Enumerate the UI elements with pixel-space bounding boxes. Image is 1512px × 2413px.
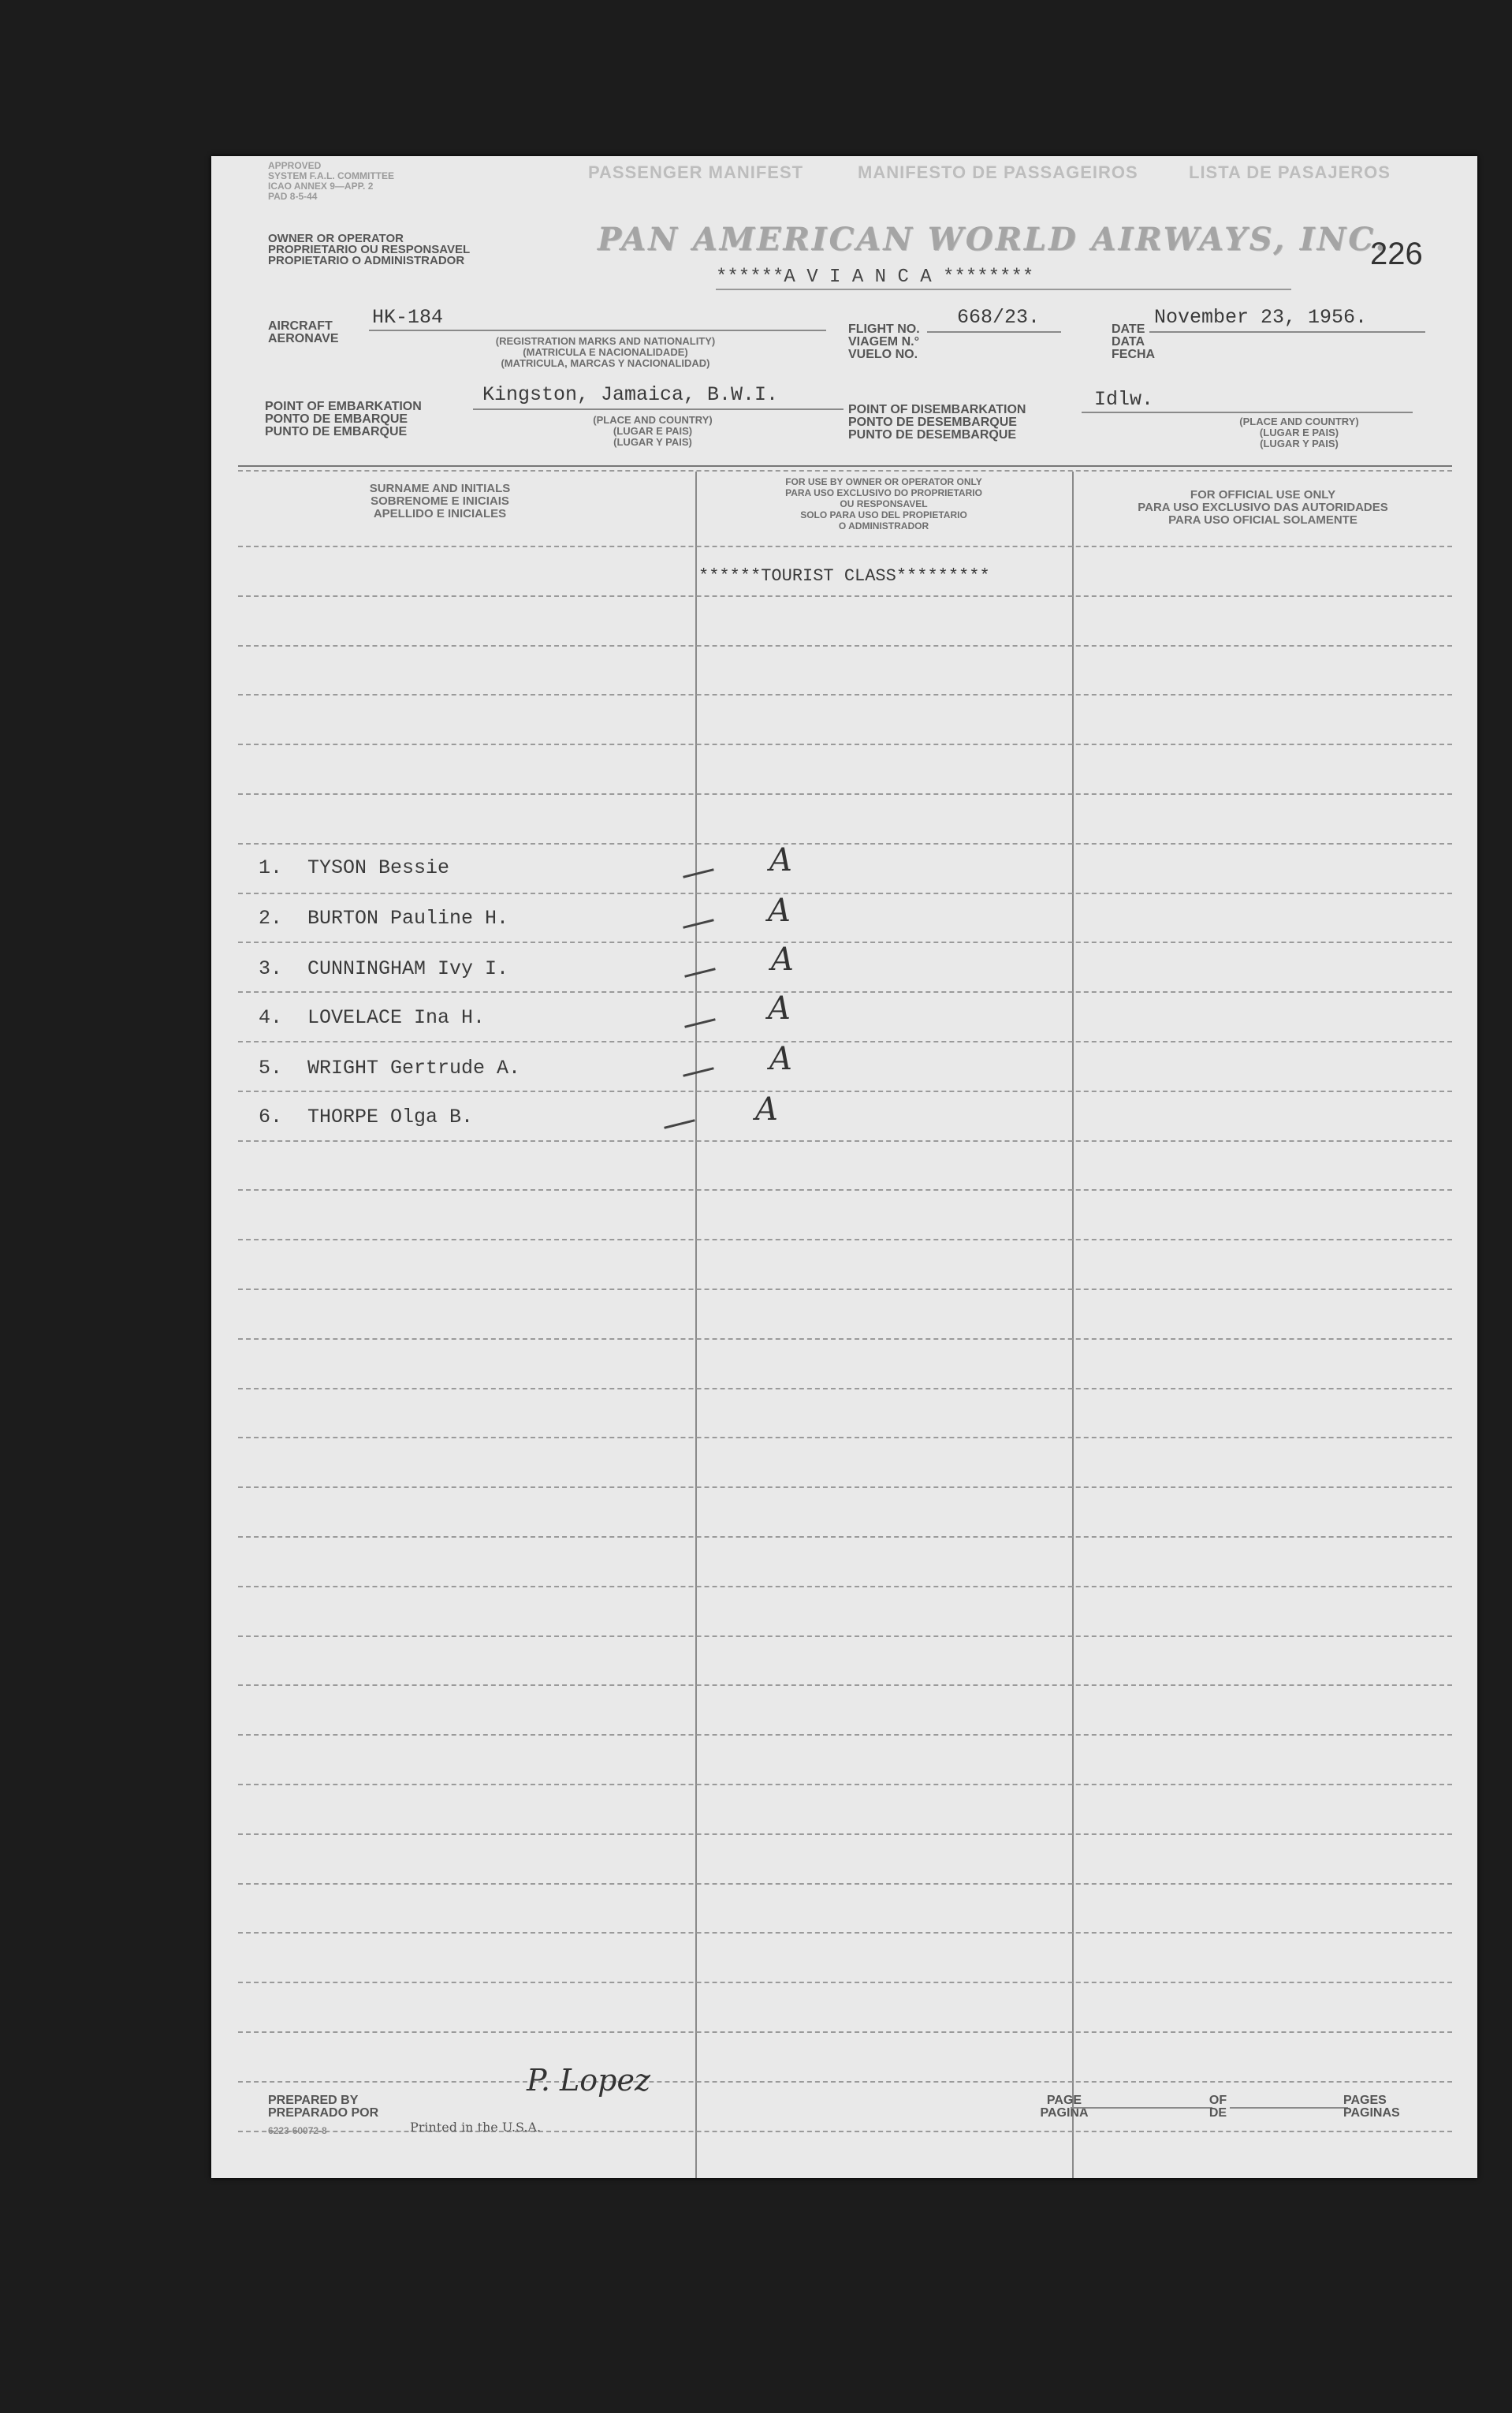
embark-place-sub: (PLACE AND COUNTRY) (LUGAR E PAIS) (LUGAR Y PAIS) bbox=[593, 414, 713, 448]
page-label: PAGE PAGINA bbox=[1040, 2094, 1089, 2120]
row-line bbox=[238, 843, 1452, 845]
row-line bbox=[238, 546, 1452, 547]
passenger-name: TYSON Bessie bbox=[307, 856, 450, 879]
pages-label: PAGES PAGINAS bbox=[1343, 2094, 1400, 2120]
check-dash bbox=[683, 919, 714, 929]
col-header-names: SURNAME AND INITIALS SOBRENOME E INICIAIS APELLIDO E INICIALES bbox=[369, 482, 511, 520]
handwritten-mark: A bbox=[755, 1091, 778, 1128]
disembark-value: Idlw. bbox=[1094, 388, 1154, 411]
row-line bbox=[238, 1239, 1452, 1240]
check-dash bbox=[684, 968, 716, 978]
row-line bbox=[238, 1932, 1452, 1934]
signature: P. Lopez bbox=[527, 2063, 650, 2098]
row-line bbox=[238, 1883, 1452, 1885]
title-lista: LISTA DE PASAJEROS bbox=[1189, 162, 1391, 182]
date-value: November 23, 1956. bbox=[1154, 306, 1368, 329]
row-line bbox=[238, 1684, 1452, 1686]
manifest-page bbox=[211, 156, 1477, 2178]
passenger-number: 1. bbox=[259, 856, 283, 879]
row-line bbox=[238, 1189, 1452, 1191]
approval-block: APPROVED SYSTEM F.A.L. COMMITTEE ICAO ANNEX 9—APP. 2 PAD 8-5-44 bbox=[268, 160, 395, 202]
aircraft-label: AIRCRAFT AERONAVE bbox=[268, 319, 339, 345]
handwritten-mark: A bbox=[768, 990, 791, 1027]
col-header-official: FOR OFFICIAL USE ONLY PARA USO EXCLUSIVO DAS AUTORIDADES PARA USO OFICIAL SOLAMENTE bbox=[1138, 488, 1388, 527]
operator-name: ******A V I A N C A ******** bbox=[716, 267, 1034, 288]
disembark-place-sub: (PLACE AND COUNTRY) (LUGAR E PAIS) (LUGAR Y PAIS) bbox=[1239, 416, 1359, 449]
passenger-name: LOVELACE Ina H. bbox=[307, 1006, 486, 1029]
check-dash bbox=[664, 1119, 695, 1129]
row-line bbox=[238, 694, 1452, 696]
row-line bbox=[238, 1388, 1452, 1389]
handwritten-mark: A bbox=[769, 842, 792, 878]
check-dash bbox=[684, 1018, 716, 1028]
row-line bbox=[238, 1486, 1452, 1488]
row-line bbox=[238, 1635, 1452, 1637]
prepared-label: PREPARED BY PREPARADO POR bbox=[268, 2094, 379, 2120]
airline-name: PAN AMERICAN WORLD AIRWAYS, INC. bbox=[598, 221, 1389, 258]
row-line bbox=[238, 1140, 1452, 1142]
passenger-number: 5. bbox=[259, 1057, 283, 1080]
passenger-number: 4. bbox=[259, 1006, 283, 1029]
row-line bbox=[238, 595, 1452, 597]
check-dash bbox=[683, 868, 714, 878]
title-passenger-manifest: PASSENGER MANIFEST bbox=[588, 162, 804, 182]
aircraft-sub: (REGISTRATION MARKS AND NATIONALITY) (MATRICULA E NACIONALIDADE) (MATRICULA, MARCAS Y NACIONALIDAD) bbox=[495, 335, 716, 369]
row-line bbox=[238, 744, 1452, 745]
date-label: DATE DATA FECHA bbox=[1112, 323, 1156, 361]
embark-value: Kingston, Jamaica, B.W.I. bbox=[482, 383, 779, 406]
title-manifesto: MANIFESTO DE PASSAGEIROS bbox=[858, 162, 1138, 182]
owner-label: OWNER OR OPERATOR PROPRIETARIO OU RESPONSAVEL PROPIETARIO O ADMINISTRADOR bbox=[268, 232, 471, 267]
row-line bbox=[238, 1586, 1452, 1587]
row-line bbox=[238, 2081, 1452, 2083]
disembark-label: POINT OF DISEMBARKATION PONTO DE DESEMBARQUE PUNTO DE DESEMBARQUE bbox=[848, 403, 1026, 442]
col-header-owner: FOR USE BY OWNER OR OPERATOR ONLY PARA USO EXCLUSIVO DO PROPRIETARIO OU RESPONSAVEL SOLO PARA USO DEL PROPIETARIO O ADMINISTRADOR bbox=[785, 476, 982, 531]
row-line bbox=[238, 1784, 1452, 1785]
page-number: 226 bbox=[1370, 237, 1423, 271]
row-line bbox=[238, 1437, 1452, 1438]
passenger-number: 3. bbox=[259, 957, 283, 980]
row-line bbox=[238, 1338, 1452, 1340]
row-line bbox=[238, 942, 1452, 943]
passenger-name: BURTON Pauline H. bbox=[307, 907, 509, 930]
row-line bbox=[238, 793, 1452, 795]
embark-label: POINT OF EMBARKATION PONTO DE EMBARQUE PUNTO DE EMBARQUE bbox=[265, 400, 422, 438]
row-line bbox=[238, 2031, 1452, 2033]
row-line bbox=[238, 1041, 1452, 1042]
row-line bbox=[238, 991, 1452, 993]
printed-in: Printed in the U.S.A. bbox=[410, 2120, 542, 2135]
row-line bbox=[238, 1536, 1452, 1538]
row-line bbox=[238, 1091, 1452, 1092]
row-line bbox=[238, 893, 1452, 894]
row-line bbox=[238, 1734, 1452, 1736]
passenger-number: 2. bbox=[259, 907, 283, 930]
flight-label: FLIGHT NO. VIAGEM N.° VUELO NO. bbox=[848, 323, 920, 361]
flight-no-value: 668/23. bbox=[957, 306, 1041, 329]
handwritten-mark: A bbox=[771, 942, 794, 978]
passenger-name: CUNNINGHAM Ivy I. bbox=[307, 957, 509, 980]
tourist-class-label: ******TOURIST CLASS********* bbox=[698, 566, 990, 586]
form-code: 6223-60072-8 bbox=[268, 2125, 327, 2136]
handwritten-mark: A bbox=[768, 893, 791, 929]
handwritten-mark: A bbox=[769, 1041, 792, 1077]
passenger-number: 6. bbox=[259, 1106, 283, 1128]
row-line bbox=[238, 1289, 1452, 1290]
aircraft-value: HK-184 bbox=[372, 306, 444, 329]
passenger-name: THORPE Olga B. bbox=[307, 1106, 474, 1128]
row-line bbox=[238, 645, 1452, 647]
passenger-name: WRIGHT Gertrude A. bbox=[307, 1057, 521, 1080]
row-line bbox=[238, 1982, 1452, 1983]
check-dash bbox=[683, 1067, 714, 1077]
of-label: OF DE bbox=[1208, 2094, 1227, 2120]
row-line bbox=[238, 1833, 1452, 1835]
